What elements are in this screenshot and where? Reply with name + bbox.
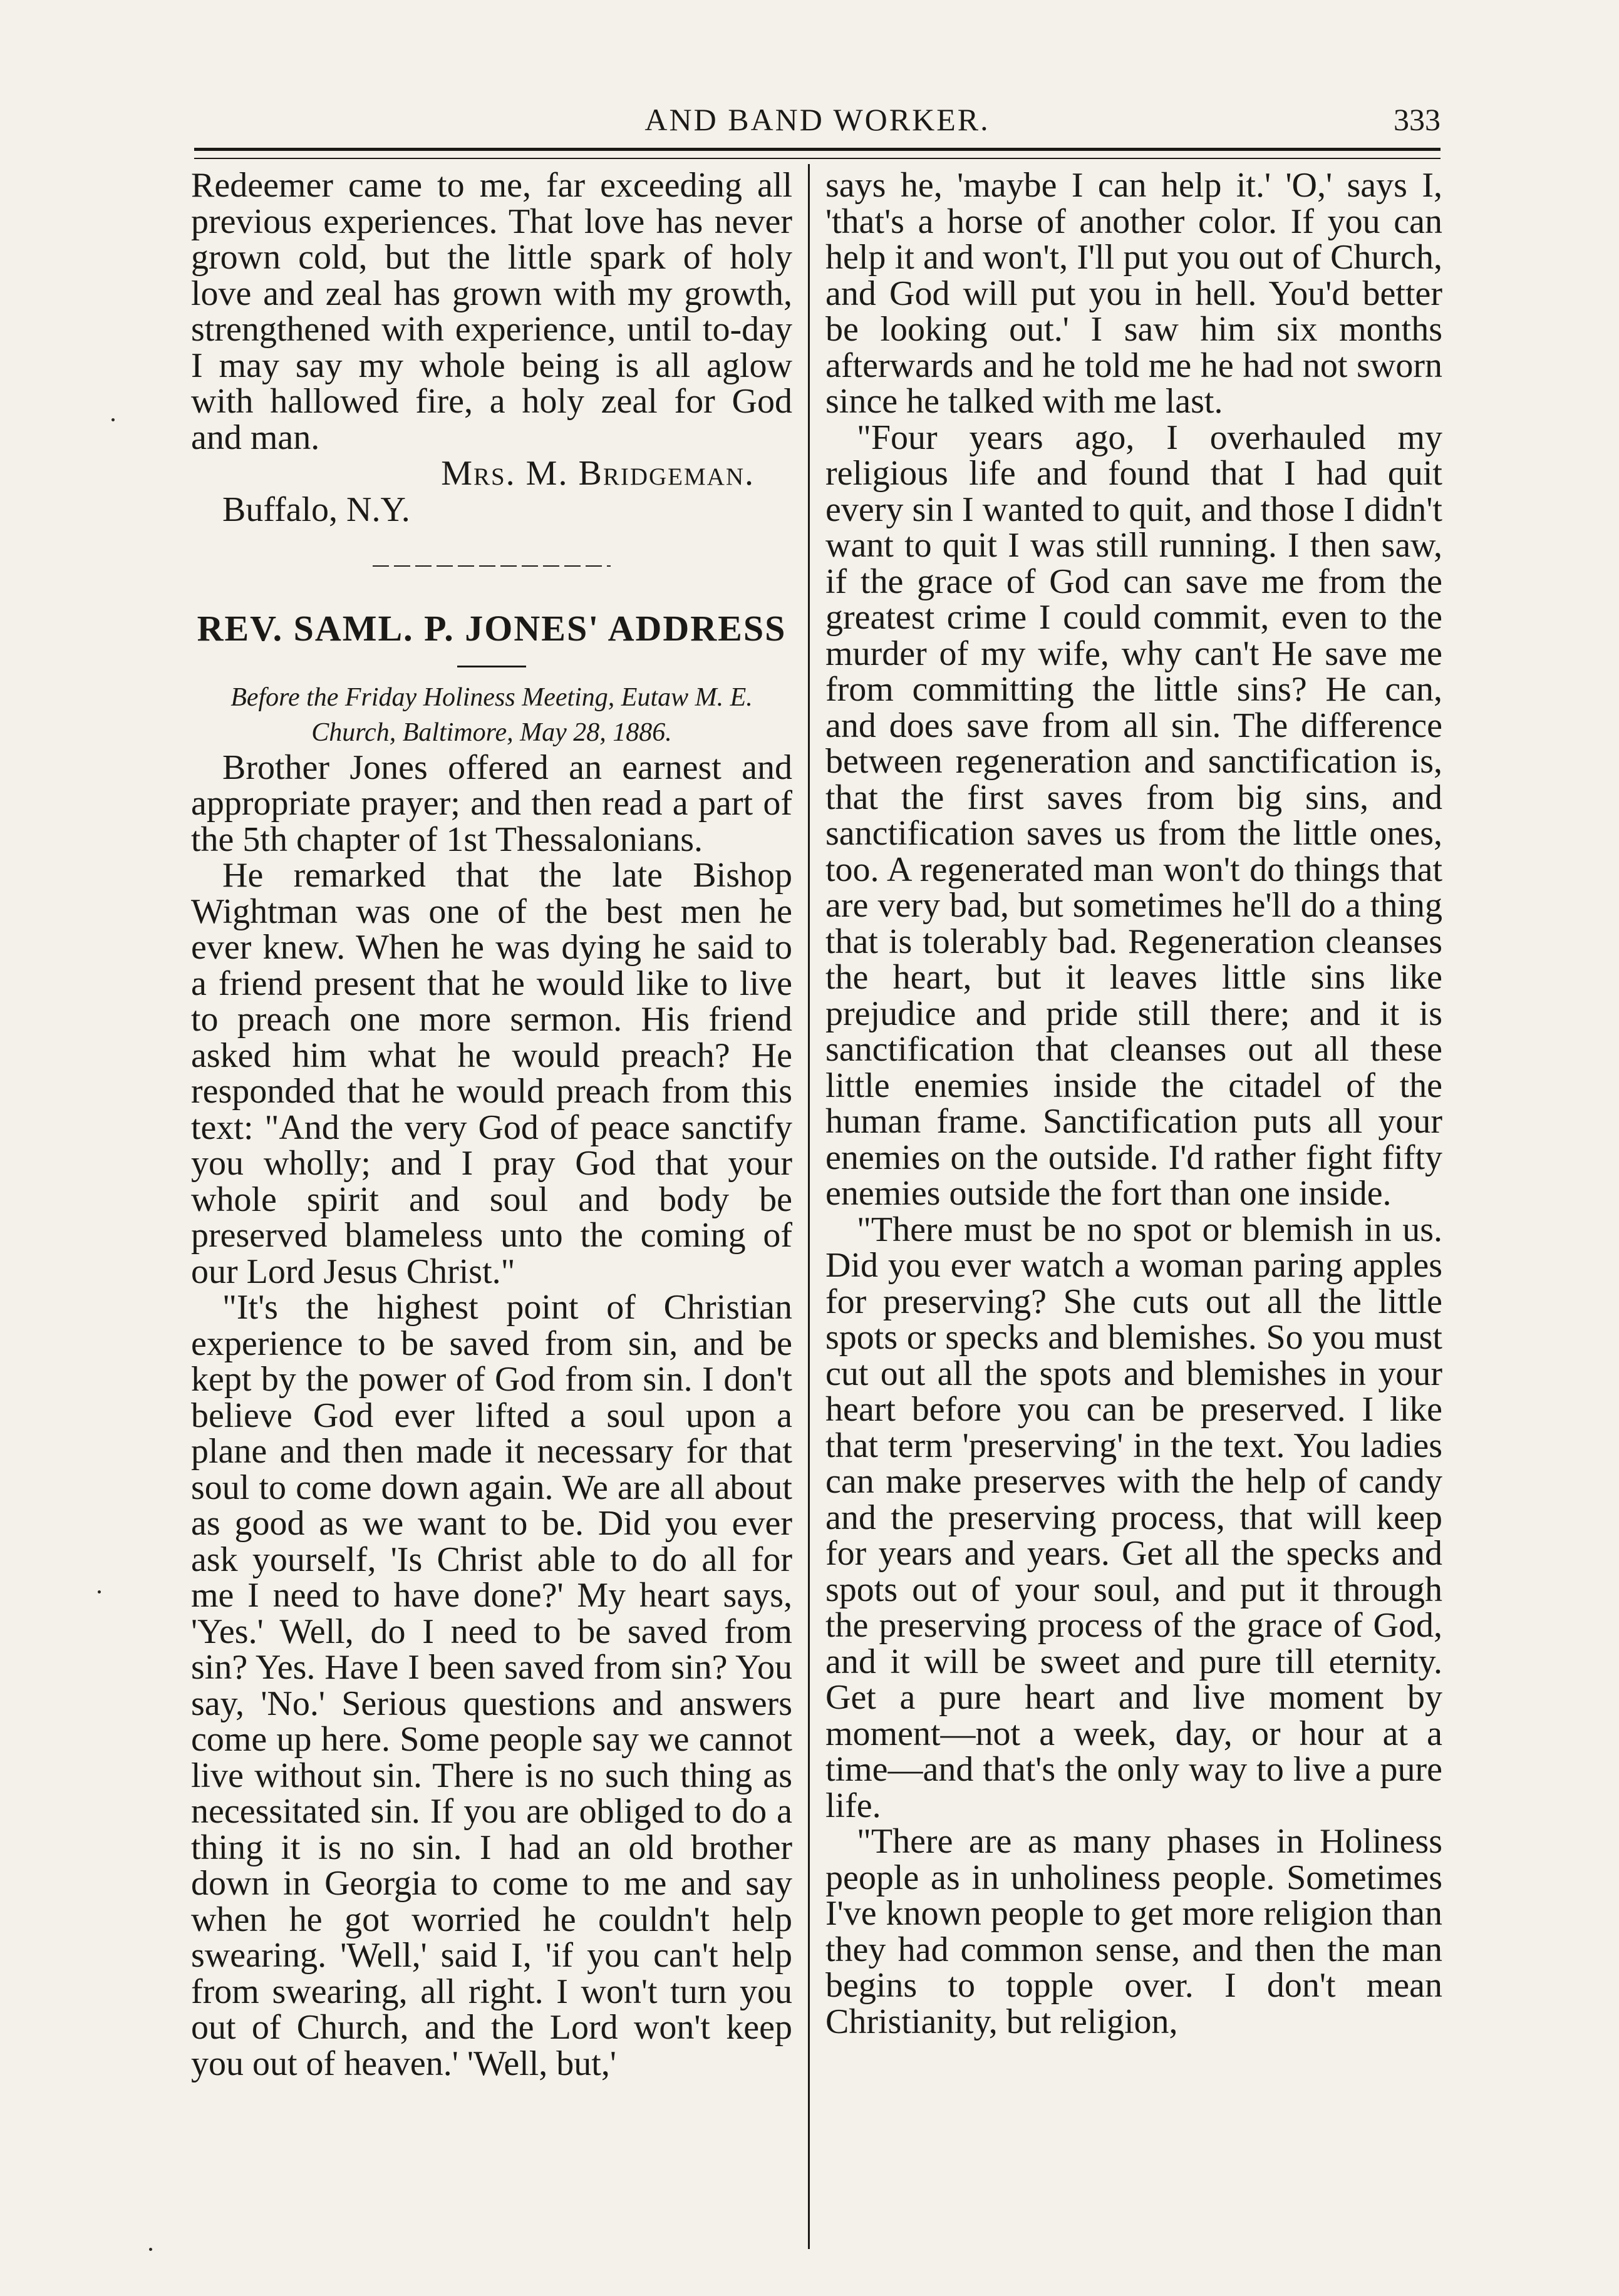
paragraph: "There are as many phases in Holiness people as in unholiness people. Sometimes I've known people to get more religion than they had common sense, and then the man begins to topple over. I don't mean Christianity, but religion, xyxy=(825,1822,1442,2041)
column-divider xyxy=(808,164,810,2249)
print-speck xyxy=(98,1590,101,1593)
section-separator xyxy=(373,565,611,567)
paragraph: "It's the highest point of Christian experience to be saved from sin, and be kept by the power of God from sin. I don't believe God ever lifted a soul upon a plane and then made it necessary for that soul to come down again. We are all about as good as we want to be. Did you ever ask yourself, 'Is Christ able to do all for me I need to have done?' My heart says, 'Yes.' Well, do I need to be saved from sin? Yes. Have I been saved from sin? You say, 'No.' Serious questions and answers come up here. Some people say we cannot live without sin. There is no such thing as necessitated sin. If you are obliged to do a thing it is no sin. I had an old brother down in Georgia to come to me and say when he got worried he couldn't help swearing. 'Well,' said I, 'if you can't help from swearing, all right. I won't turn you out of Church, and the Lord won't keep you out of heaven.' 'Well, but,' xyxy=(191,1288,792,2083)
place-line: Buffalo, N.Y. xyxy=(222,490,410,529)
paragraph: "There must be no spot or blemish in us. Did you ever watch a woman paring apples for preserving? She cuts out all the little spots or specks and blemishes. So you must cut out all the spots and blemishes in your heart before you can be preserved. I like that term 'preserving' in the text. You ladies can make preserves with the help of candy and the preserving process, that will keep for years and years. Get all the specks and spots out of your soul, and put it through the preserving process of the grace of God, and it will be sweet and pure till eternity. Get a pure heart and live moment by moment—not a week, day, or hour at a time—and that's the only way to live a pure life. xyxy=(825,1210,1442,1825)
paragraph: He remarked that the late Bishop Wightman was one of the best men he ever knew. When he was dying he said to a friend present that he would like to live to preach one more sermon. His friend asked him what he would preach? He responded that he would preach from this text: "And the very God of peace sanctify you wholly; and I pray God that your whole spirit and soul and body be preserved blameless unto the coming of our Lord Jesus Christ." xyxy=(191,856,792,1291)
paragraph: Brother Jones offered an earnest and appropriate prayer; and then read a part of the 5th chapter of 1st Thessalonians. xyxy=(191,748,792,859)
signature: Mrs. M. Bridgeman. xyxy=(441,454,755,493)
header-rule-thick xyxy=(194,148,1441,151)
print-speck xyxy=(111,418,115,421)
paragraph: "Four years ago, I overhauled my religious life and found that I had quit every sin I wanted to quit, and those I didn't want to quit I was still running. I then saw, if the grace of God can save me from the greatest crime I could commit, even to the murder of my wife, why can't He save me from committing the little sins? He can, and does save from all sin. The difference between regeneration and sanctification is, that the first saves from big sins, and sanctification saves us from the little ones, too. A regenerated man won't do things that are very bad, but sometimes he'll do a thing that is tolerably bad. Regeneration cleanses the heart, but it leaves little sins like prejudice and pride still there; and it is sanctification that cleanses out all these little enemies inside the citadel of the human frame. Sanctification puts all your enemies on the outside. I'd rather fight fifty enemies outside the fort than one inside. xyxy=(825,418,1442,1213)
running-title: AND BAND WORKER. xyxy=(644,102,990,137)
print-speck xyxy=(149,2248,152,2251)
right-column xyxy=(825,168,1442,2040)
page-number: 333 xyxy=(1394,102,1441,137)
opening-paragraph: Redeemer came to me, far exceeding all previous experiences. That love has never grown cold, but the little spark of holy love and zeal has grown with my growth, strengthened with experience, until to-day I may say my whole being is all aglow with hallowed fire, a holy zeal for God and man. xyxy=(191,166,792,457)
article-subheading: Before the Friday Holiness Meeting, Eutaw M. E. Church, Baltimore, May 28, 1886. xyxy=(230,682,753,747)
header-rule-thin xyxy=(194,158,1441,159)
running-head xyxy=(194,94,1441,144)
paragraph: says he, 'maybe I can help it.' 'O,' says I, 'that's a horse of another color. If you can help it and won't, I'll put you out of Church, and God will put you in hell. You'd better be looking out.' I saw him six months afterwards and he told me he had not sworn since he talked with me last. xyxy=(825,166,1442,421)
heading-rule xyxy=(457,666,526,667)
article-heading: REV. SAML. P. JONES' ADDRESS xyxy=(197,608,787,649)
left-column xyxy=(191,168,792,2082)
